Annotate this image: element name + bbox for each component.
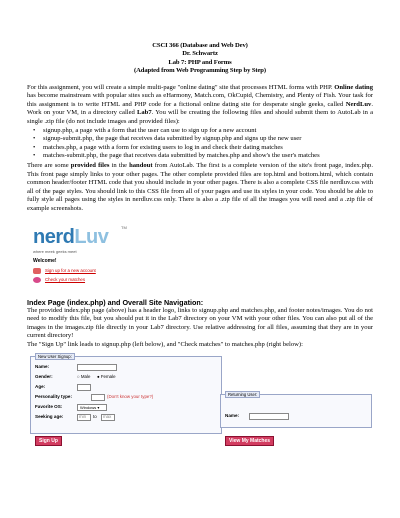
signup-icon (33, 268, 41, 274)
signup-link[interactable]: Sign up for a new account (45, 267, 96, 273)
signup-fieldset (30, 353, 222, 434)
heart-icon (33, 277, 41, 283)
female-radio[interactable]: ● Female (97, 373, 116, 379)
ptype-label: Personality type: (35, 393, 73, 399)
instructor: Dr. Schwartz (182, 50, 218, 58)
age-input[interactable] (77, 384, 91, 391)
trademark: TM (121, 224, 127, 230)
list-item: • signup-submit.php, the page that receives data submitted by signup.php and signs up the new user (43, 135, 373, 144)
matches-fieldset (220, 391, 372, 428)
matches-legend: Returning User: (225, 391, 260, 398)
file-list (27, 127, 373, 161)
welcome-heading: Welcome! (33, 257, 57, 264)
tagline: where meek geeks meet (33, 248, 77, 254)
forms-screenshot (27, 352, 373, 462)
lab-source: (Adapted from Web Programming Step by Step) (134, 67, 266, 75)
min-placeholder: min (79, 413, 87, 419)
matches-link[interactable]: Check your matches (45, 276, 86, 282)
document-page (27, 42, 373, 462)
section-paragraph-2: The "Sign Up" link leads to signup.php (left below), and "Check matches" to matches.php (right below): (27, 340, 303, 348)
ptype-help-link[interactable]: (Don't know your type?) (107, 393, 154, 399)
male-radio[interactable]: ○ Male (77, 373, 91, 379)
gender-label: Gender: (35, 373, 53, 379)
lab-title: Lab 7: PHP and Forms (168, 58, 232, 66)
nerdluv-logo: nerdLuv (33, 225, 109, 248)
matches-name-input[interactable] (249, 413, 289, 420)
to-label: to (93, 413, 97, 419)
provided-paragraph: There are some provided files in the handout from AutoLab. The first is a complete version of the site's front page, index.php. This front page simply links to your other pages. The other complete provided files are top.html and bottom.html, which contain common header/footer HTML code that you should include in your other pages. There is also a complete CSS file nerdluv.css with all of the page styles. You should link to this CSS file from all of your pages and use its styles in your code. You should be able to fully style all pages using the styles in nerdluv.css only. There is also a .zip file of all the images you will need and a .zip file of example screenshots. (27, 161, 373, 212)
seeking-label: Seeking age: (35, 413, 64, 419)
matches-name-label: Name: (225, 412, 240, 418)
section-heading: Index Page (index.php) and Overall Site Navigation: (27, 297, 204, 307)
max-placeholder: max (103, 413, 112, 419)
name-label: Name: (35, 363, 50, 369)
list-item: • matches.php, a page with a form for existing users to log in and check their dating matches (43, 144, 373, 153)
os-select[interactable]: Windows ▾ (77, 404, 107, 411)
age-label: Age: (35, 383, 46, 389)
name-input[interactable] (77, 364, 117, 371)
signup-button[interactable]: Sign Up (35, 436, 62, 446)
document-header (27, 42, 373, 76)
intro-paragraph: For this assignment, you will create a simple multi-page "online dating" site that processes HTML forms with PHP. Online dating has become mainstream with popular sites such as eHarmony, Match.com, OkCupid, Chemistry, and Plenty of Fish. Your task for this assignment is to write HTML and PHP code for a fictional online dating site for desperate single geeks, called NerdLuv. Work on your VM, in a directory called Lab7. You will be creating the following files and should submit them to AutoLab in a single .zip file (do not include images and provided files): (27, 83, 374, 125)
list-item: • signup.php, a page with a form that the user can use to sign up for a new account (43, 127, 373, 136)
view-matches-button[interactable]: View My Matches (225, 436, 274, 446)
ptype-input[interactable] (91, 394, 105, 401)
section-paragraph: The provided index.php page (above) has a header logo, links to signup.php and matches.php, and footer notes/images. You do not need to modify this file, but you should put it in the Lab7 directory on your VM with your other files. You can also put all of the images in the images.zip file directly in your Lab7 directory. Use relative addressing for all files, assuming that they are in your current directory! (27, 306, 373, 340)
course-title: CSCI 366 (Database and Web Dev) (152, 42, 248, 49)
signup-legend: New User Signup: (35, 353, 75, 360)
list-item: • matches-submit.php, the page that receives data submitted by matches.php and show's the user's matches (43, 152, 373, 161)
index-screenshot (27, 222, 373, 292)
os-label: Favorite OS: (35, 403, 63, 409)
